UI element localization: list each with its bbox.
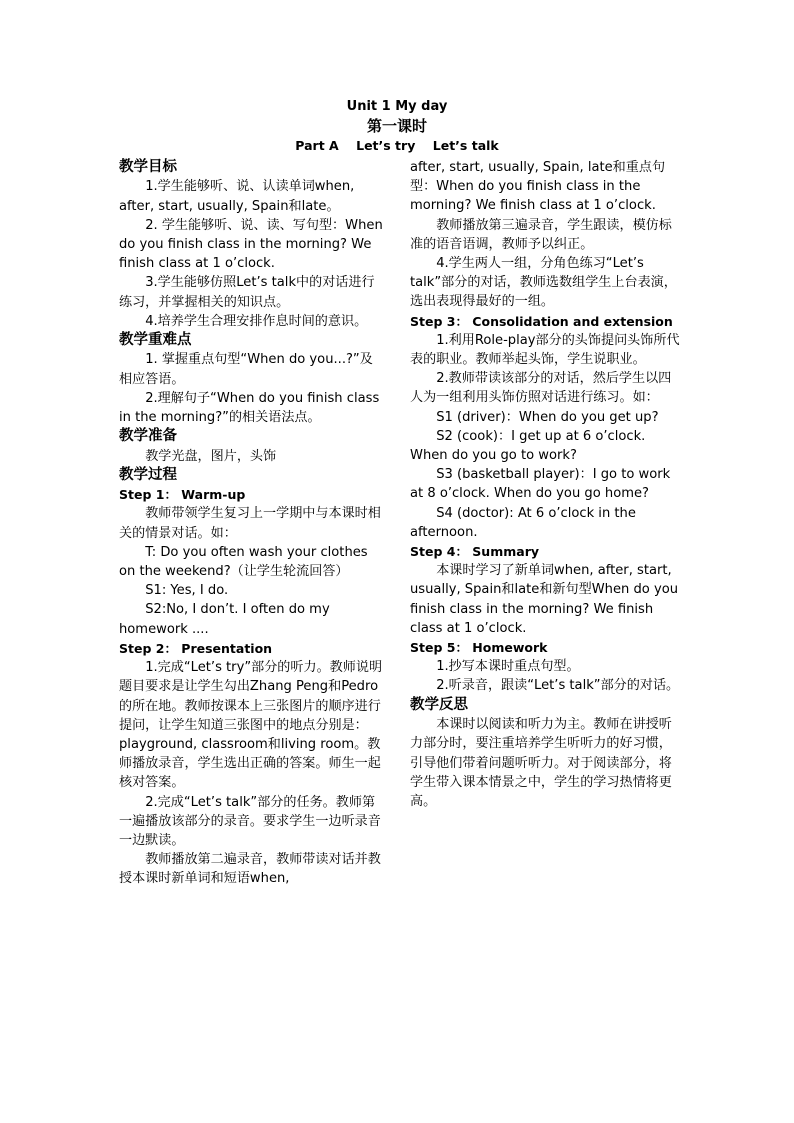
step-5-title: Step 5： Homework bbox=[410, 640, 548, 656]
goal-item: 1.学生能够听、说、认读单词when, after, start, usually, Spain和late。 bbox=[119, 179, 355, 214]
dialogue-line: S2:No, I don’t. I often do my homework .... bbox=[119, 602, 330, 637]
key-point-item: 2.理解句子“When do you finish class in the morning?”的相关语法点。 bbox=[119, 390, 380, 426]
step-2-paragraph: 2.完成“Let’s talk”部分的任务。教师第一遍播放该部分的录音。要求学生一边听录音一边默读。 bbox=[119, 794, 381, 848]
goal-item: 2. 学生能够听、说、读、写句型：When do you finish class in the morning? We finish class at 1 o’clock. bbox=[119, 217, 383, 272]
goal-item: 3.学生能够仿照Let’s talk中的对话进行练习，并掌握相关的知识点。 bbox=[119, 275, 375, 310]
section-teaching-goals: 教学目标 bbox=[119, 159, 177, 175]
dialogue-line: S1: Yes, I do. bbox=[145, 583, 229, 599]
step-3-paragraph: 1.利用Role-play部分的头饰提问头饰所代表的职业。教师举起头饰，学生说职业。 bbox=[410, 332, 680, 368]
dialogue-line: S1 (driver)：When do you get up? bbox=[436, 409, 659, 425]
step-2-paragraph: 4.学生两人一组，分角色练习“Let’s talk”部分的对话，教师选数组学生上台表演，选出表现得最好的一组。 bbox=[410, 256, 677, 310]
right-column bbox=[410, 158, 680, 811]
dialogue-line: T: Do you often wash your clothes on the weekend?（让学生轮流回答） bbox=[119, 544, 368, 580]
section-reflection: 教学反思 bbox=[410, 696, 468, 713]
step-2-paragraph: 教师播放第二遍录音，教师带读对话并教授本课时新单词和短语when, bbox=[119, 852, 381, 887]
dialogue-line: S4 (doctor): At 6 o’clock in the afternoon. bbox=[410, 505, 636, 540]
lesson-title: 第一课时 bbox=[366, 117, 427, 135]
step-2-paragraph: 教师播放第三遍录音，学生跟读，模仿标准的语音语调，教师予以纠正。 bbox=[410, 217, 672, 252]
document-header bbox=[0, 98, 794, 154]
key-point-item: 1. 掌握重点句型“When do you...?”及相应答语。 bbox=[119, 352, 373, 387]
section-process: 教学过程 bbox=[119, 466, 177, 483]
preparation-text: 教学光盘，图片，头饰 bbox=[145, 448, 277, 464]
section-key-points: 教学重难点 bbox=[119, 332, 192, 349]
continued-paragraph: after, start, usually, Spain, late和重点句型：When do you finish class in the morning? We finish class at 1 o’clock. bbox=[410, 160, 666, 214]
step-1-text: 教师带领学生复习上一学期中与本课时相关的情景对话。如： bbox=[119, 506, 381, 541]
reflection-text: 本课时以阅读和听力为主。教师在讲授听力部分时，要注重培养学生听听力的好习惯，引导他们带着问题听听力。对于阅读部分，将学生带入课本情景之中，学生的学习热情将更高。 bbox=[410, 717, 672, 809]
dialogue-line: S2 (cook)：I get up at 6 o’clock. When do you go to work? bbox=[410, 428, 646, 464]
homework-item: 1.抄写本课时重点句型。 bbox=[436, 659, 580, 675]
section-preparation: 教学准备 bbox=[119, 428, 177, 445]
step-3-paragraph: 2.教师带读该部分的对话，然后学生以四人为一组利用头饰仿照对话进行练习。如： bbox=[410, 371, 672, 406]
left-column bbox=[119, 158, 385, 889]
step-4-text: 本课时学习了新单词when, after, start, usually, Spain和late和新句型When do you finish class in the morning? We finish class at 1 o’clock. bbox=[410, 563, 678, 636]
step-1-title: Step 1： Warm-up bbox=[119, 487, 246, 503]
unit-title: Unit 1 My day bbox=[346, 99, 448, 114]
step-4-title: Step 4： Summary bbox=[410, 544, 540, 560]
homework-item: 2.听录音，跟读“Let’s talk”部分的对话。 bbox=[436, 678, 680, 694]
step-3-title: Step 3： Consolidation and extension bbox=[410, 313, 673, 329]
part-title: Part A Let’s try Let’s talk bbox=[295, 138, 499, 153]
step-2-paragraph: 1.完成“Let’s try”部分的听力。教师说明题目要求是让学生勾出Zhang Peng和Pedro的所在地。教师按课本上三张图片的顺序进行提问，让学生知道三张图中的地点分别是：playground, classroom和living room。教师播放录音，学生选出正确的答案。师生一起核对答案。 bbox=[119, 660, 383, 791]
dialogue-line: S3 (basketball player)：I go to work at 8 o’clock. When do you go home? bbox=[410, 467, 671, 502]
goal-item: 4.培养学生合理安排作息时间的意识。 bbox=[145, 313, 368, 329]
step-2-title: Step 2： Presentation bbox=[119, 640, 273, 656]
